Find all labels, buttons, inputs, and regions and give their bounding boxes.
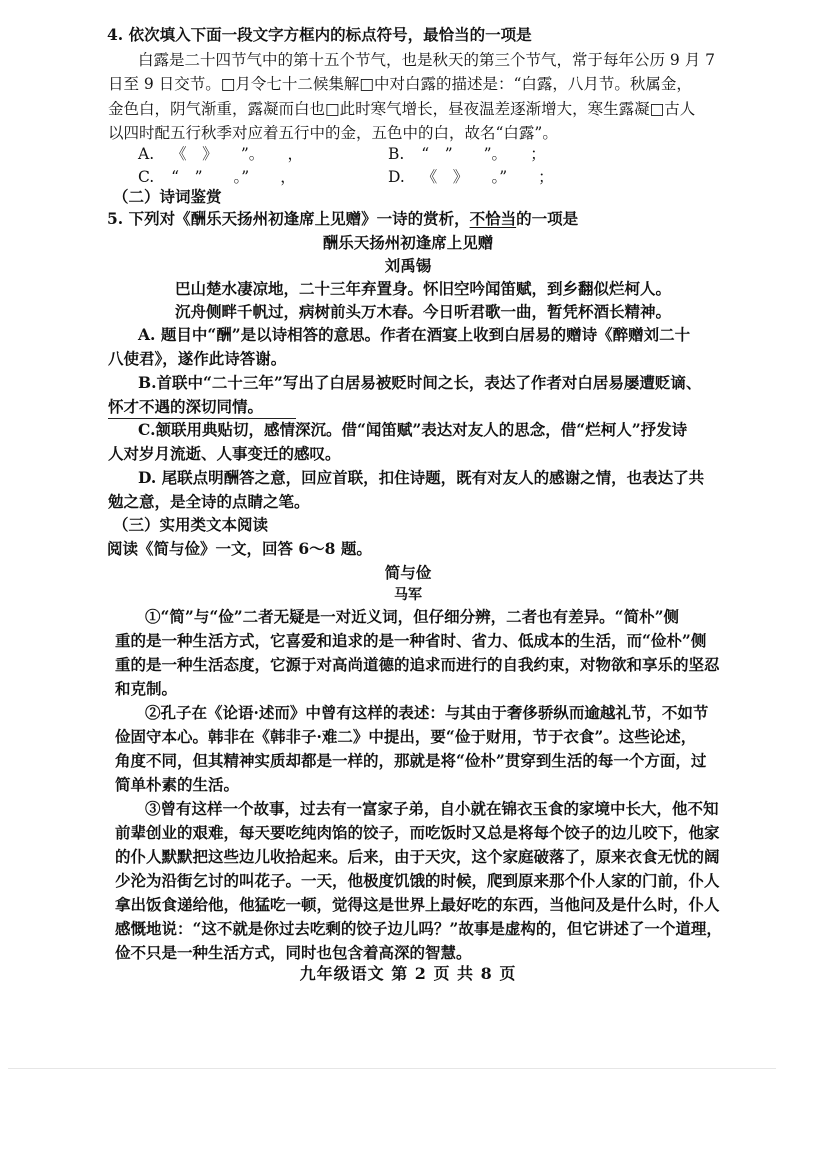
q5-option-c-line: C.颔联用典贴切，感情深沉。借“闻笛赋”表达对友人的思念，借“烂柯人”抒发诗	[138, 420, 688, 439]
q5-option-d-line: 勉之意，是全诗的点睛之笔。	[108, 492, 310, 511]
page-footer: 九年级语文 第 2 页 共 8 页	[299, 964, 517, 983]
q4-paragraph-line: 以四时配五行秋季对应着五行中的金，五色中的白，故名“白露”。	[108, 124, 558, 142]
option-label: B.	[388, 145, 405, 163]
article-line: 感慨地说：“这不就是你过去吃剩的饺子边儿吗？”故事是虚构的，但它讲述了一个道理，	[115, 919, 722, 938]
section-heading-poetry: （二）诗词鉴赏	[113, 187, 222, 206]
option-label: A.	[138, 145, 155, 163]
option-text: 《 》 ”。 ，	[171, 145, 303, 163]
option-label: C.	[138, 168, 155, 186]
q4-paragraph-line: 日至 9 日交节。□月令七十二候集解□中对白露的描述是：“白露，八月节。秋属金，	[108, 75, 692, 93]
option-text: 《 》 。” ；	[421, 168, 554, 186]
q5-option-d-line: D. 尾联点明酬答之意，回应首联，扣住诗题，既有对友人的感谢之情，也表达了共	[138, 468, 705, 487]
article-line: ②孔子在《论语·述而》中曾有这样的表述：与其由于奢侈骄纵而逾越礼节，不如节	[145, 703, 709, 722]
stem-emphasis: 不恰当	[469, 209, 517, 228]
article-line: ③曾有这样一个故事，过去有一富家子弟，自小就在锦衣玉食的家境中长大，他不知	[145, 799, 719, 818]
stem-text: 的一项是	[516, 209, 579, 228]
page-bottom-divider	[8, 1068, 776, 1069]
q4-option-b	[388, 143, 546, 165]
article-line: 前辈创业的艰难，每天要吃纯肉馅的饺子，而吃饭时又总是将每个饺子的边儿咬下，他家	[115, 823, 720, 842]
stem-text: 5. 下列对《酬乐天扬州初逢席上见赠》一诗的赏析，	[107, 209, 470, 228]
q4-paragraph-line: 白露是二十四节气中的第十五个节气，也是秋天的第三个节气，常于每年公历 9 月 7	[138, 51, 716, 69]
article-line: 少沦为沿街乞讨的叫花子。一天，他极度饥饿的时候，爬到原来那个仆人家的门前，仆人	[115, 871, 720, 890]
poem-author: 刘禹锡	[384, 256, 432, 275]
q5-option-a-line: A. 题目中“酬”是以诗相答的意思。作者在酒宴上收到白居易的赠诗《醉赠刘二十	[138, 325, 691, 344]
article-line: 俭不只是一种生活方式，同时也包含着高深的智慧。	[115, 943, 472, 962]
article-line: 重的是一种生活态度，它源于对高尚道德的追求而进行的自我约束，对物欲和享乐的坚忍	[115, 655, 720, 674]
poem-title: 酬乐天扬州初逢席上见赠	[322, 233, 494, 252]
article-title: 简与俭	[384, 563, 432, 582]
option-text: “ ” 。” ，	[171, 168, 296, 186]
q4-option-c	[138, 166, 296, 188]
poem-line: 巴山楚水凄凉地，二十三年弃置身。怀旧空吟闻笛赋，到乡翻似烂柯人。	[175, 279, 672, 298]
q5-option-a-line: 八使君》，遂作此诗答谢。	[108, 349, 287, 368]
poem-line: 沉舟侧畔千帆过，病树前头万木春。今日听君歌一曲，暂凭杯酒长精神。	[175, 302, 672, 321]
q5-option-c-line: 人对岁月流逝、人事变迁的感叹。	[108, 444, 341, 463]
q5-option-b-line: 怀才不遇的深切同情。	[108, 397, 264, 416]
q5-option-b-line: B.首联中“二十三年”写出了白居易被贬时间之长，表达了作者对白居易屡遭贬谪、	[138, 373, 702, 392]
question-4-stem: 4. 依次填入下面一段文字方框内的标点符号，最恰当的一项是	[107, 25, 532, 44]
q4-option-d	[388, 166, 554, 188]
article-line: 的仆人默默把这些边儿收拾起来。后来，由于天灾，这个家庭破落了，原来衣食无忧的阔	[115, 847, 720, 866]
article-line: 角度不同，但其精神实质却都是一样的，那就是将“俭朴”贯穿到生活的每一个方面，过	[115, 751, 707, 770]
article-line: 和克制。	[115, 679, 178, 698]
reading-instruction: 阅读《简与俭》一文，回答 6～8 题。	[107, 539, 372, 558]
article-line: 重的是一种生活方式，它喜爱和追求的是一种省时、省力、低成本的生活，而“俭朴”侧	[115, 631, 707, 650]
article-line: 俭固守本心。韩非在《韩非子·难二》中提出，要“俭于财用，节于衣食”。这些论述，	[115, 727, 697, 746]
article-author: 马军	[394, 587, 422, 603]
q4-option-a	[138, 143, 303, 165]
article-line: 拿出饭食递给他，他猛吃一顿，觉得这是世界上最好吃的东西，当他问及是什么时，仆人	[115, 895, 720, 914]
article-line: ①“简”与“俭”二者无疑是一对近义词，但仔细分辨，二者也有差异。“简朴”侧	[145, 607, 679, 626]
article-line: 简单朴素的生活。	[115, 775, 240, 794]
section-heading-practical-reading: （三）实用类文本阅读	[113, 515, 269, 534]
question-5-stem	[107, 208, 578, 230]
option-label: D.	[388, 168, 405, 186]
option-text: “ ” ”。 ；	[421, 145, 546, 163]
q4-paragraph-line: 金色白，阴气渐重，露凝而白也□此时寒气增长，昼夜温差逐渐增大，寒生露凝□古人	[108, 100, 696, 118]
